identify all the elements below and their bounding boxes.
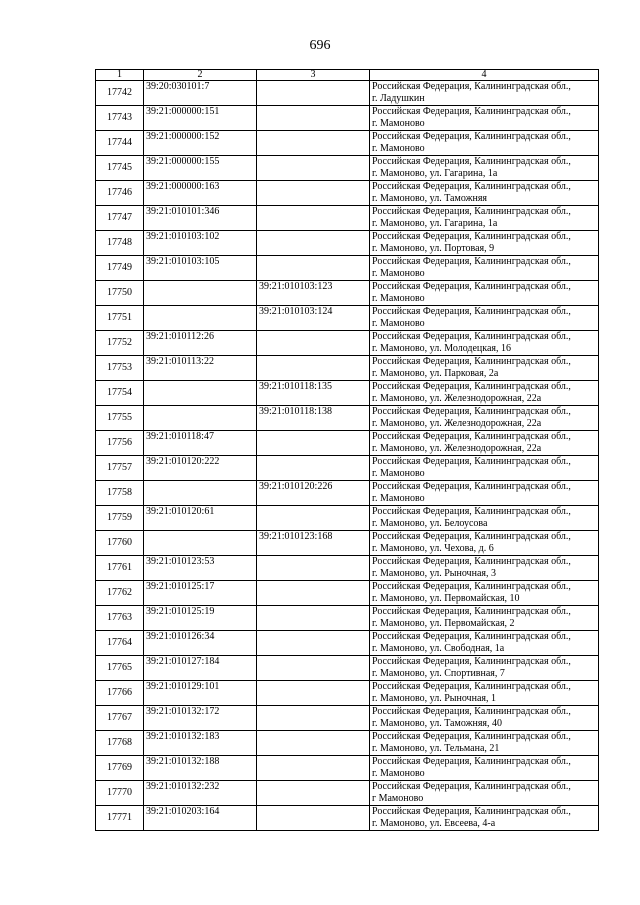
table-row: [96, 306, 599, 331]
address-line-locality: г. Мамоново, ул. Чехова, д. 6: [372, 542, 494, 554]
address-cell: [370, 81, 599, 106]
cadastral-number-cell-col2: 39:21:010103:102: [144, 231, 257, 256]
cadastral-number-cell-col3: [257, 781, 370, 806]
cadastral-number-cell-col2: 39:21:010126:34: [144, 631, 257, 656]
table-row: [96, 231, 599, 256]
address-line-locality: г. Мамоново, ул. Свободная, 1а: [372, 642, 505, 654]
address-line-locality: г. Мамоново, ул. Спортивная, 7: [372, 667, 505, 679]
cadastral-number-cell-col3: [257, 731, 370, 756]
address-line-region: Российская Федерация, Калининградская обл.,: [372, 456, 571, 467]
cadastral-number-cell-col3: 39:21:010103:124: [257, 306, 370, 331]
cadastral-number-cell-col3: [257, 181, 370, 206]
table-row: [96, 206, 599, 231]
cadastral-number-cell-col2: 39:21:010120:61: [144, 506, 257, 531]
cadastral-number-cell-col2: 39:21:010118:47: [144, 431, 257, 456]
address-line-locality: г. Мамоново: [372, 492, 425, 504]
cadastral-number-cell-col2: 39:21:010132:188: [144, 756, 257, 781]
registry-table: [95, 69, 599, 831]
address-line-region: Российская Федерация, Калининградская обл.,: [372, 731, 571, 742]
address-line-region: Российская Федерация, Калининградская обл.,: [372, 681, 571, 692]
address-cell: [370, 131, 599, 156]
address-cell: [370, 181, 599, 206]
address-cell: [370, 306, 599, 331]
row-number-cell: 17769: [96, 756, 144, 781]
cadastral-number-cell-col3: 39:21:010103:123: [257, 281, 370, 306]
row-number-cell: 17744: [96, 131, 144, 156]
address-cell: [370, 706, 599, 731]
table-row: [96, 731, 599, 756]
cadastral-number-cell-col3: [257, 706, 370, 731]
cadastral-number-cell-col3: [257, 431, 370, 456]
cadastral-number-cell-col3: [257, 456, 370, 481]
row-number-cell: 17760: [96, 531, 144, 556]
address-line-region: Российская Федерация, Калининградская обл.,: [372, 281, 571, 292]
address-cell: [370, 781, 599, 806]
table-row: [96, 181, 599, 206]
cadastral-number-cell-col2: 39:21:010132:183: [144, 731, 257, 756]
cadastral-number-cell-col2: 39:21:010103:105: [144, 256, 257, 281]
table-row: [96, 681, 599, 706]
cadastral-number-cell-col3: [257, 156, 370, 181]
address-line-locality: г. Мамоново: [372, 267, 425, 279]
row-number-cell: 17757: [96, 456, 144, 481]
row-number-cell: 17742: [96, 81, 144, 106]
table-row: [96, 631, 599, 656]
cadastral-number-cell-col3: [257, 581, 370, 606]
row-number-cell: 17748: [96, 231, 144, 256]
address-line-region: Российская Федерация, Калининградская обл.,: [372, 331, 571, 342]
table-row: [96, 481, 599, 506]
table-row: [96, 556, 599, 581]
cadastral-number-cell-col2: [144, 481, 257, 506]
cadastral-number-cell-col3: 39:21:010120:226: [257, 481, 370, 506]
address-line-region: Российская Федерация, Калининградская обл.,: [372, 181, 571, 192]
address-line-region: Российская Федерация, Калининградская обл.,: [372, 431, 571, 442]
header-cell-3: 3: [257, 70, 370, 81]
address-line-region: Российская Федерация, Калининградская обл.,: [372, 506, 571, 517]
table-header-row: [96, 70, 599, 81]
cadastral-number-cell-col2: 39:21:010203:164: [144, 806, 257, 831]
address-line-locality: г. Мамоново, ул. Парковая, 2а: [372, 367, 499, 379]
address-cell: [370, 756, 599, 781]
cadastral-number-cell-col3: 39:21:010118:135: [257, 381, 370, 406]
address-cell: [370, 656, 599, 681]
address-cell: [370, 631, 599, 656]
row-number-cell: 17758: [96, 481, 144, 506]
address-line-locality: г. Мамоново, ул. Таможняя: [372, 192, 488, 204]
address-cell: [370, 206, 599, 231]
cadastral-number-cell-col2: 39:21:010112:26: [144, 331, 257, 356]
table-row: [96, 156, 599, 181]
address-line-region: Российская Федерация, Калининградская обл.,: [372, 756, 571, 767]
cadastral-number-cell-col3: [257, 106, 370, 131]
address-cell: [370, 556, 599, 581]
row-number-cell: 17756: [96, 431, 144, 456]
address-cell: [370, 581, 599, 606]
row-number-cell: 17766: [96, 681, 144, 706]
header-cell-1: 1: [96, 70, 144, 81]
header-cell-2: 2: [144, 70, 257, 81]
address-line-region: Российская Федерация, Калининградская обл.,: [372, 106, 571, 117]
cadastral-number-cell-col2: 39:21:000000:151: [144, 106, 257, 131]
row-number-cell: 17754: [96, 381, 144, 406]
cadastral-number-cell-col2: [144, 531, 257, 556]
address-line-region: Российская Федерация, Калининградская обл.,: [372, 706, 571, 717]
address-line-locality: г. Мамоново, ул. Молодецкая, 16: [372, 342, 512, 354]
row-number-cell: 17753: [96, 356, 144, 381]
row-number-cell: 17755: [96, 406, 144, 431]
address-line-locality: г. Мамоново, ул. Белоусова: [372, 517, 488, 529]
address-line-region: Российская Федерация, Калининградская обл.,: [372, 81, 571, 92]
table-row: [96, 131, 599, 156]
address-line-region: Российская Федерация, Калининградская обл.,: [372, 781, 571, 792]
address-cell: [370, 606, 599, 631]
address-cell: [370, 106, 599, 131]
cadastral-number-cell-col3: [257, 756, 370, 781]
cadastral-number-cell-col2: 39:21:010129:101: [144, 681, 257, 706]
row-number-cell: 17746: [96, 181, 144, 206]
address-line-locality: г. Мамоново, ул. Железнодорожная, 22а: [372, 442, 542, 454]
address-line-region: Российская Федерация, Калининградская обл.,: [372, 156, 571, 167]
address-cell: [370, 381, 599, 406]
address-cell: [370, 231, 599, 256]
address-cell: [370, 481, 599, 506]
address-line-locality: г. Мамоново: [372, 317, 425, 329]
address-line-region: Российская Федерация, Калининградская обл.,: [372, 631, 571, 642]
cadastral-number-cell-col2: 39:21:000000:152: [144, 131, 257, 156]
row-number-cell: 17752: [96, 331, 144, 356]
cadastral-number-cell-col2: 39:21:010125:19: [144, 606, 257, 631]
table-row: [96, 406, 599, 431]
header-cell-4: 4: [370, 70, 599, 81]
address-line-region: Российская Федерация, Калининградская обл.,: [372, 531, 571, 542]
cadastral-number-cell-col2: 39:21:010101:346: [144, 206, 257, 231]
table-row: [96, 756, 599, 781]
row-number-cell: 17751: [96, 306, 144, 331]
address-cell: [370, 806, 599, 831]
cadastral-number-cell-col2: 39:21:000000:155: [144, 156, 257, 181]
cadastral-number-cell-col3: 39:21:010123:168: [257, 531, 370, 556]
address-line-region: Российская Федерация, Калининградская обл.,: [372, 481, 571, 492]
cadastral-number-cell-col3: [257, 506, 370, 531]
cadastral-number-cell-col2: 39:21:010125:17: [144, 581, 257, 606]
cadastral-number-cell-col2: [144, 406, 257, 431]
cadastral-number-cell-col2: 39:21:010132:172: [144, 706, 257, 731]
table-row: [96, 256, 599, 281]
address-line-locality: г. Мамоново: [372, 292, 425, 304]
address-line-locality: г. Мамоново, ул. Железнодорожная, 22а: [372, 417, 542, 429]
row-number-cell: 17749: [96, 256, 144, 281]
table-row: [96, 806, 599, 831]
row-number-cell: 17745: [96, 156, 144, 181]
cadastral-number-cell-col3: [257, 656, 370, 681]
address-line-locality: г. Мамоново, ул. Таможняя, 40: [372, 717, 503, 729]
address-line-locality: г. Мамоново, ул. Первомайская, 2: [372, 617, 515, 629]
address-line-locality: г. Мамоново: [372, 142, 425, 154]
address-line-locality: г. Мамоново, ул. Рыночная, 3: [372, 567, 496, 579]
cadastral-number-cell-col3: [257, 806, 370, 831]
cadastral-number-cell-col2: [144, 381, 257, 406]
row-number-cell: 17759: [96, 506, 144, 531]
address-line-locality: г. Ладушкин: [372, 92, 425, 104]
row-number-cell: 17764: [96, 631, 144, 656]
cadastral-number-cell-col2: 39:20:030101:7: [144, 81, 257, 106]
cadastral-number-cell-col2: 39:21:010132:232: [144, 781, 257, 806]
table-row: [96, 331, 599, 356]
cadastral-number-cell-col3: [257, 256, 370, 281]
address-cell: [370, 156, 599, 181]
cadastral-number-cell-col3: 39:21:010118:138: [257, 406, 370, 431]
address-line-locality: г. Мамоново, ул. Железнодорожная, 22а: [372, 392, 542, 404]
cadastral-number-cell-col3: [257, 206, 370, 231]
address-cell: [370, 681, 599, 706]
table-row: [96, 656, 599, 681]
address-line-region: Российская Федерация, Калининградская обл.,: [372, 131, 571, 142]
cadastral-number-cell-col3: [257, 681, 370, 706]
table-row: [96, 781, 599, 806]
row-number-cell: 17762: [96, 581, 144, 606]
table-row: [96, 606, 599, 631]
table-row: [96, 581, 599, 606]
address-line-locality: г. Мамоново: [372, 467, 425, 479]
cadastral-number-cell-col3: [257, 331, 370, 356]
row-number-cell: 17750: [96, 281, 144, 306]
table-row: [96, 456, 599, 481]
address-line-region: Российская Федерация, Калининградская обл.,: [372, 381, 571, 392]
table-row: [96, 106, 599, 131]
table-row: [96, 531, 599, 556]
address-line-locality: г. Мамоново, ул. Первомайская, 10: [372, 592, 520, 604]
address-line-locality: г Мамоново: [372, 792, 424, 804]
address-line-region: Российская Федерация, Калининградская обл.,: [372, 306, 571, 317]
cadastral-number-cell-col3: [257, 606, 370, 631]
address-line-region: Российская Федерация, Калининградская обл.,: [372, 581, 571, 592]
address-line-locality: г. Мамоново, ул. Гагарина, 1а: [372, 217, 498, 229]
cadastral-number-cell-col2: [144, 306, 257, 331]
row-number-cell: 17771: [96, 806, 144, 831]
cadastral-number-cell-col2: 39:21:010120:222: [144, 456, 257, 481]
row-number-cell: 17743: [96, 106, 144, 131]
cadastral-number-cell-col3: [257, 356, 370, 381]
cadastral-number-cell-col3: [257, 131, 370, 156]
address-cell: [370, 456, 599, 481]
address-line-region: Российская Федерация, Калининградская обл.,: [372, 206, 571, 217]
cadastral-number-cell-col3: [257, 631, 370, 656]
address-line-region: Российская Федерация, Калининградская обл.,: [372, 556, 571, 567]
address-cell: [370, 731, 599, 756]
page-number: 696: [309, 38, 331, 53]
table-row: [96, 706, 599, 731]
address-line-region: Российская Федерация, Калининградская обл.,: [372, 606, 571, 617]
address-line-locality: г. Мамоново, ул. Евсеева, 4-а: [372, 817, 496, 829]
address-cell: [370, 431, 599, 456]
table-row: [96, 281, 599, 306]
cadastral-number-cell-col2: [144, 281, 257, 306]
cadastral-number-cell-col2: 39:21:010113:22: [144, 356, 257, 381]
row-number-cell: 17763: [96, 606, 144, 631]
row-number-cell: 17765: [96, 656, 144, 681]
address-line-region: Российская Федерация, Калининградская обл.,: [372, 256, 571, 267]
table-row: [96, 81, 599, 106]
address-cell: [370, 531, 599, 556]
address-line-locality: г. Мамоново: [372, 767, 425, 779]
row-number-cell: 17768: [96, 731, 144, 756]
address-cell: [370, 256, 599, 281]
address-line-region: Российская Федерация, Калининградская обл.,: [372, 356, 571, 367]
row-number-cell: 17770: [96, 781, 144, 806]
cadastral-number-cell-col2: 39:21:000000:163: [144, 181, 257, 206]
address-cell: [370, 331, 599, 356]
address-line-region: Российская Федерация, Калининградская обл.,: [372, 231, 571, 242]
row-number-cell: 17767: [96, 706, 144, 731]
address-cell: [370, 356, 599, 381]
row-number-cell: 17761: [96, 556, 144, 581]
address-cell: [370, 406, 599, 431]
address-line-locality: г. Мамоново, ул. Портовая, 9: [372, 242, 495, 254]
address-line-locality: г. Мамоново, ул. Рыночная, 1: [372, 692, 496, 704]
cadastral-number-cell-col3: [257, 231, 370, 256]
table-row: [96, 381, 599, 406]
registry-table-body: [96, 70, 599, 831]
table-row: [96, 506, 599, 531]
address-cell: [370, 281, 599, 306]
address-line-locality: г. Мамоново, ул. Тельмана, 21: [372, 742, 500, 754]
address-line-region: Российская Федерация, Калининградская обл.,: [372, 406, 571, 417]
cadastral-number-cell-col3: [257, 81, 370, 106]
address-line-region: Российская Федерация, Калининградская обл.,: [372, 656, 571, 667]
address-cell: [370, 506, 599, 531]
row-number-cell: 17747: [96, 206, 144, 231]
cadastral-number-cell-col2: 39:21:010127:184: [144, 656, 257, 681]
cadastral-number-cell-col3: [257, 556, 370, 581]
address-line-locality: г. Мамоново: [372, 117, 425, 129]
address-line-region: Российская Федерация, Калининградская обл.,: [372, 806, 571, 817]
address-line-locality: г. Мамоново, ул. Гагарина, 1а: [372, 167, 498, 179]
table-row: [96, 431, 599, 456]
cadastral-number-cell-col2: 39:21:010123:53: [144, 556, 257, 581]
table-row: [96, 356, 599, 381]
